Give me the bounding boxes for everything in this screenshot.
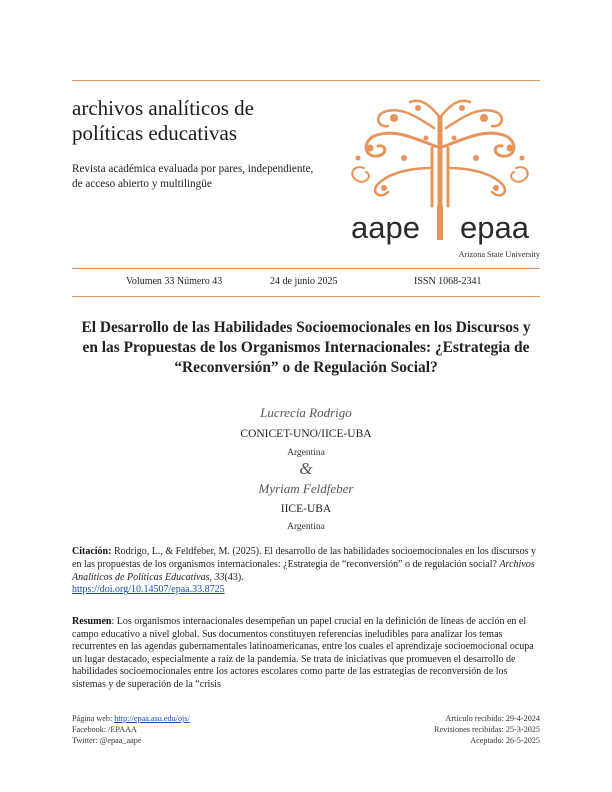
top-rule [72, 80, 540, 81]
abstract-label: Resumen [72, 616, 112, 627]
issue-volume: Volumen 33 Número 43 [126, 276, 223, 287]
logo-text-epaa: epaa [460, 210, 529, 245]
journal-title [72, 96, 342, 146]
university-name: Arizona State University [458, 250, 540, 259]
logo-text-aape: aape [351, 210, 420, 245]
author-1-name: Lucrecia Rodrigo [260, 405, 352, 420]
footer-twitter: Twitter: @epaa_aape [72, 736, 142, 745]
author-1-institution: CONICET-UNO/IICE-UBA [240, 428, 372, 440]
issue-date: 24 de junio 2025 [270, 276, 338, 287]
footer-facebook: Facebook: /EPAAA [72, 725, 137, 734]
author-separator-ampersand: & [299, 459, 313, 478]
citation-label: Citación: [72, 546, 112, 557]
footer-received: Artículo recibido: 29-4-2024 [445, 714, 540, 723]
journal-subtitle-line1: Revista académica evaluada por pares, independiente, [72, 163, 314, 175]
journal-title-line1: archivos analíticos de [72, 96, 254, 120]
article-title: El Desarrollo de las Habilidades Socioemocionales en los Discursos y en las Propuestas de los Organismos Internacionales: ¿Estrategia de “Reconversión” o de Regulación Social? [81, 319, 531, 376]
footer-right [400, 713, 540, 746]
citation-journal: Archivos Analíticos de Políticas Educativas [72, 558, 535, 583]
footer-web-link[interactable]: http://epaa.asu.edu/ojs/ [114, 714, 190, 723]
citation-issue: (43). [224, 571, 244, 583]
author-2-country: Argentina [287, 522, 325, 532]
abstract-block [72, 616, 540, 692]
aape-epaa-logo [334, 88, 544, 248]
issue-top-rule [72, 268, 540, 269]
issue-bottom-rule [72, 296, 540, 297]
citation-volume: 33 [214, 571, 225, 583]
footer-left [72, 713, 190, 746]
issue-issn: ISSN 1068-2341 [414, 276, 482, 287]
footer-accepted: Aceptado: 26-5-2025 [470, 736, 540, 745]
footer-revisions: Revisiones recibidas: 25-3-2025 [434, 725, 540, 734]
author-2-name: Myriam Feldfeber [258, 481, 354, 496]
journal-subtitle [72, 162, 347, 191]
footer-web [72, 713, 190, 724]
journal-subtitle-line2: de acceso abierto y multilingüe [72, 177, 212, 190]
journal-title-line2: políticas educativas [72, 121, 238, 145]
citation-doi-link[interactable]: https://doi.org/10.14507/epaa.33.8725 [72, 584, 225, 596]
abstract-text: : Los organismos internacionales desempeñan un papel crucial en la definición de líneas de acción en el campo educativo a nivel global. Sus documentos constituyen referencias ineludibles para analizar los temas recurrentes en las agendas gubernamentales latinoamericanas, entre los cuales el aprendizaje socioemocional ocupa un lugar destacado, especialmente a raíz de la pandemia. Se trata de iniciativas que promueven el desarrollo de habilidades socioemocionales entre los actores escolares como parte de las estrategias de reconversión de los sistemas y de superación de la “crisis [72, 616, 534, 690]
citation-block [72, 546, 540, 597]
author-1-country: Argentina [287, 448, 325, 458]
citation-text: Rodrigo, L., & Feldfeber, M. (2025). El desarrollo de las habilidades socioemocionales en los discursos y en las propuestas de los organismos internacionales: ¿Estrategia de “reconversión” o de regulación social? [72, 546, 536, 570]
citation-comma: , [209, 571, 215, 583]
author-2-institution: IICE-UBA [280, 503, 332, 515]
footer-web-label: Página web: [72, 714, 115, 723]
